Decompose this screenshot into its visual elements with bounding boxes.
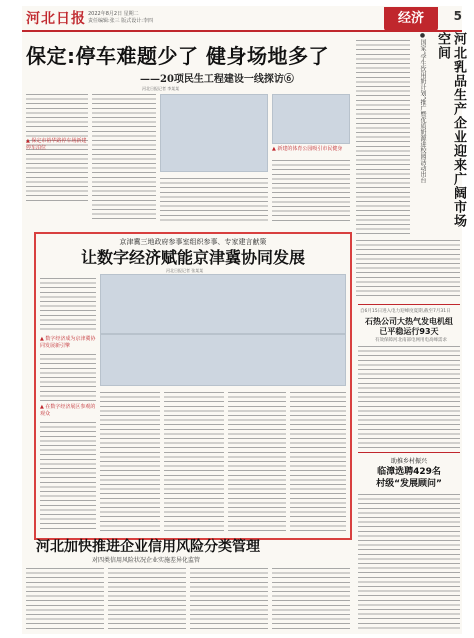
brief-headline-2: 已平稳运行93天 <box>379 327 439 336</box>
right-rule-1 <box>358 304 460 305</box>
bottom-text-col-1 <box>26 566 104 630</box>
lead-text-col-4 <box>272 158 350 222</box>
lead-photo-parking <box>160 94 268 172</box>
dateline-editors: 责任编辑:张三 版式设计:李四 <box>88 18 153 24</box>
dateline-date: 2022年8月2日 星期二 <box>88 11 139 17</box>
feature-caption: ▲ 数字经济成为京津冀协同发展新引擎 <box>40 336 96 349</box>
vertical-headline: 河北乳品生产企业迎来广阔市场空间 <box>435 32 466 228</box>
rural-text <box>358 492 460 632</box>
bottom-text-col-3 <box>190 566 268 630</box>
bottom-headline: 河北加快推进企业信用风险分类管理 <box>36 539 260 555</box>
brief-text <box>358 344 460 448</box>
vertical-subhead: ●国家“学生饮用奶计划”推广暨优质奶源进校园活动出台 <box>419 32 426 184</box>
feature-box <box>34 232 352 334</box>
brief-subhead: 有效保障河北南部电网用电高峰需求 <box>375 338 447 343</box>
feature-text-col-4 <box>100 390 160 532</box>
bottom-subhead: 对四类信用风险状况企业实施差异化监管 <box>92 557 201 564</box>
feature-text-col-1 <box>40 276 96 332</box>
lead-caption-2: ▲ 新建的体育公园吸引市民健身 <box>272 146 343 152</box>
section-label: 经济 <box>384 7 438 31</box>
lead-caption-1: ▲ 保定市裕华路停车场新建停车泊位 <box>26 138 87 151</box>
right-text-col-2 <box>356 238 460 298</box>
rural-headline-2: 村级“发展顾问” <box>376 479 442 489</box>
bottom-text-col-2 <box>108 566 186 630</box>
feature-photo-caption: ▲ 在数字经济展区参观的观众 <box>40 404 96 417</box>
lead-byline: 河北日报记者 李某某 <box>142 86 180 91</box>
bottom-text-col-4 <box>272 566 350 630</box>
vertical-headline-block <box>414 32 466 232</box>
feature-text-col-2 <box>40 352 96 402</box>
brief-kicker: 自6月15日进入电力迎峰度夏期,截至7月31日 <box>360 309 451 314</box>
right-text-col-1 <box>356 38 410 234</box>
feature-text-col-5 <box>164 390 224 532</box>
lead-subhead: ——20项民生工程建设一线探访⑥ <box>140 74 294 85</box>
newspaper-logo: 河北日报 <box>26 11 86 27</box>
lead-headline: 保定:停车难题少了 健身场地多了 <box>26 44 329 68</box>
rural-kicker: 助推乡村振兴 <box>390 458 427 465</box>
feature-photo-lower <box>100 334 346 386</box>
lead-text-col-3 <box>160 176 268 222</box>
feature-photo <box>100 274 346 334</box>
feature-byline: 河北日报记者 张某某 <box>166 268 204 273</box>
rural-headline-1: 临漳选聘429名 <box>377 467 441 477</box>
feature-text-col-6 <box>228 390 286 532</box>
page-number: 5 <box>453 9 462 23</box>
feature-text-col-3 <box>40 420 96 532</box>
feature-headline: 让数字经济赋能京津冀协同发展 <box>80 248 305 267</box>
dateline <box>88 11 153 25</box>
feature-box-lower <box>34 334 352 540</box>
newspaper-page <box>22 6 466 634</box>
brief-headline-1: 石热公司大热气发电机组 <box>365 317 453 326</box>
lead-text-col-2 <box>92 92 156 222</box>
right-rule-2 <box>358 452 460 453</box>
feature-text-col-7 <box>290 390 346 532</box>
lead-photo-park <box>272 94 350 144</box>
feature-kicker: 京津冀三地政府参事室组织参事、专家建言献策 <box>119 238 267 246</box>
masthead <box>22 6 462 32</box>
